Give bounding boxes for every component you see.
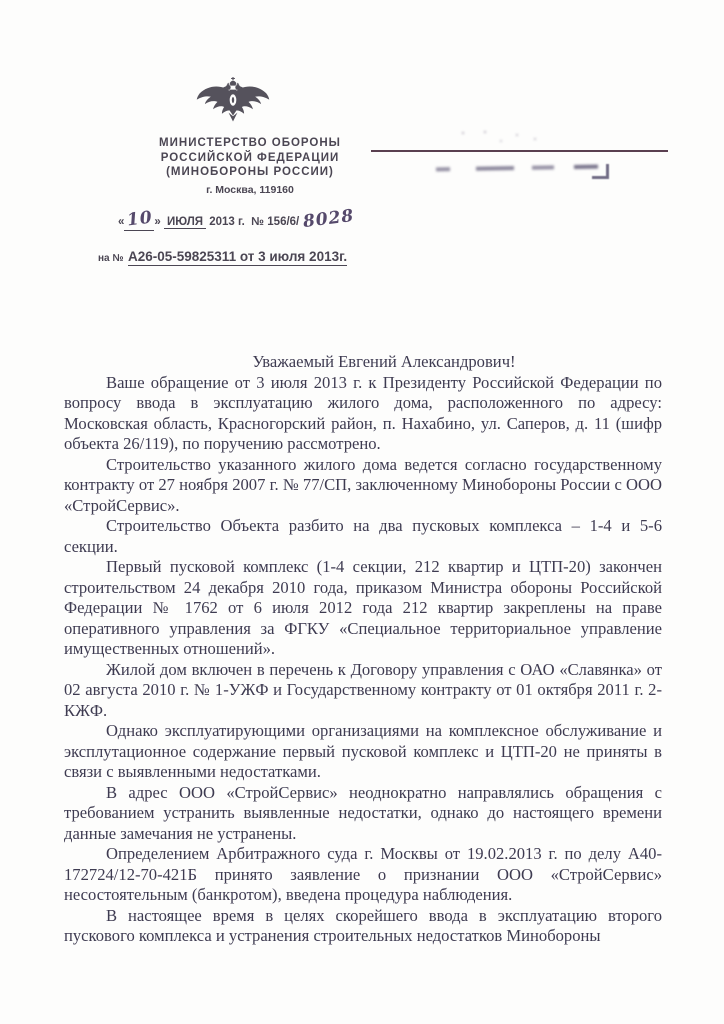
date-year: 2013 г.: [209, 216, 245, 228]
illegible-handwriting-mark: [592, 164, 609, 179]
date-number-row: [118, 205, 418, 233]
paragraph: Первый пусковой комплекс (1-4 секции, 212 квартир и ЦТП-20) закончен строительством 24 декабря 2010 года, приказом Министра обороны Российской Федерации № 1762 от 6 июля 2012 года 212 квартир закреплены на праве оперативного управления за ФГКУ «Специальное территориальное управление имущественных отношений».: [64, 557, 662, 658]
date-day-slot: [124, 207, 154, 231]
letter-body: [64, 352, 662, 947]
paragraph: Строительство Объекта разбито на два пусковых комплекса – 1-4 и 5-6 секции.: [64, 516, 662, 556]
body-paragraphs: [64, 373, 662, 947]
addressee-underline: [371, 150, 668, 152]
salutation: Уважаемый Евгений Александрович!: [252, 352, 516, 371]
illegible-handwriting-below-line: [428, 156, 606, 177]
paragraph: Однако эксплуатирующими организациями на комплексное обслуживание и эксплутационное содержание первый пусковой комплекс и ЦТП-20 не приняты в связи с выявленными недостатками.: [64, 721, 662, 781]
paragraph: Строительство указанного жилого дома ведется согласно государственному контракту от 27 ноября 2007 г. № 77/СП, заключенному Минобороны России с ООО «СтройСервис».: [64, 454, 662, 515]
org-name-line3: (МИНОБОРОНЫ РОССИИ): [166, 166, 334, 178]
letterhead-org-block: [95, 136, 405, 180]
date-open-quote: «: [118, 216, 125, 228]
ministry-emblem-eagle-icon: [196, 76, 270, 124]
paragraph: В адрес ООО «СтройСервис» неоднократно направлялись обращения с требованием устранить выявленные недостатки, однако до настоящего времени данные замечания не устранены.: [64, 782, 662, 843]
incoming-reference-row: [98, 248, 347, 266]
handwritten-day: 10: [125, 207, 154, 231]
reference-value: А26-05-59825311 от 3 июля 2013г.: [127, 249, 348, 264]
org-name-line1: МИНИСТЕРСТВО ОБОРОНЫ: [159, 137, 341, 149]
org-name-line2: РОССИЙСКОЙ ФЕДЕРАЦИИ: [160, 151, 340, 164]
reference-label: на №: [98, 253, 124, 264]
date-month: ИЮЛЯ: [164, 216, 206, 229]
paragraph: Ваше обращение от 3 июля 2013 г. к Президенту Российской Федерации по вопросу ввода в эксплуатацию жилого дома, расположенного по адресу: Московская область, Красногорский район, п. Нахабино, ул. Саперов, д. 11 (шифр объекта 26/119), по поручению рассмотрено.: [64, 372, 662, 453]
illegible-handwriting-above-line: [455, 129, 570, 145]
outgoing-number-slot: [299, 205, 357, 233]
date-close-quote: »: [154, 216, 161, 228]
handwritten-number: 8028: [301, 205, 355, 233]
outgoing-number-prefix: № 156/6/: [251, 216, 300, 228]
org-city-line: г. Москва, 119160: [206, 184, 294, 196]
paragraph: Жилой дом включен в перечень к Договору управления с ОАО «Славянка» от 02 августа 2010 г. № 1-УЖФ и Государственному контракту от 01 октября 2011 г. 2-КЖФ.: [64, 659, 662, 720]
paragraph: В настоящее время в целях скорейшего ввода в эксплуатацию второго пускового комплекса и устранения строительных недостатков Минобороны: [64, 905, 662, 945]
paragraph: Определением Арбитражного суда г. Москвы от 19.02.2013 г. по делу А40-172724/12-70-421Б принято заявление о признании ООО «СтройСервис» несостоятельным (банкротом), введена процедура наблюдения.: [64, 844, 662, 904]
